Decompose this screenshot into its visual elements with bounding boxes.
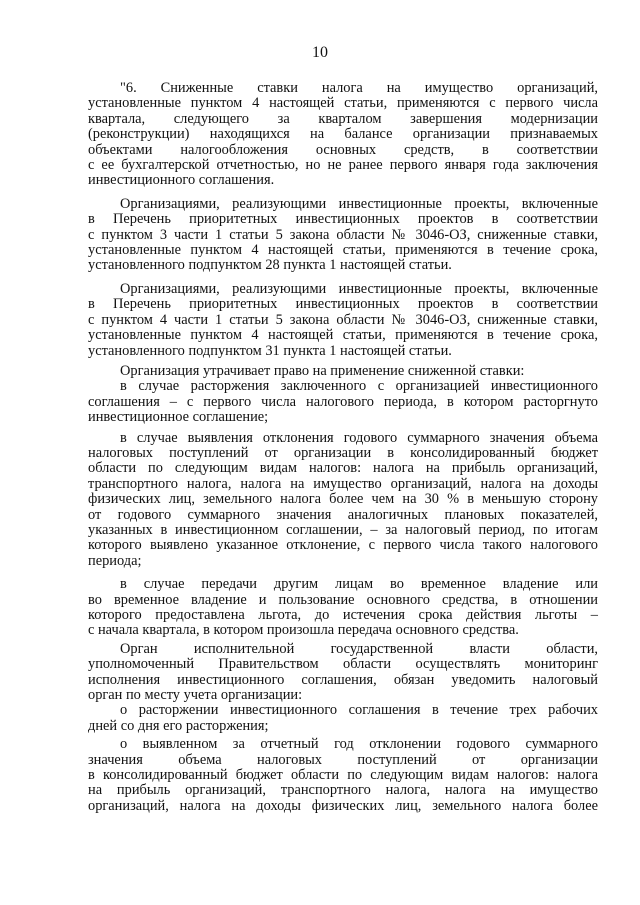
text-line: которого выявлено указанное отклонение, с первого числа такого налогового [88,537,598,554]
paragraph-loss-of-right [88,364,598,379]
text-line: с пунктом 4 части 1 статьи 5 закона области № 3046-ОЗ, сниженные ставки, [88,311,598,328]
text-line: в случае расторжения заключенного с организацией инвестиционного [120,378,598,395]
document-body [88,81,598,814]
text-line: с пунктом 3 части 1 статьи 5 закона области № 3046-ОЗ, сниженные ставки, [88,226,598,243]
text-line: периода; [88,552,142,569]
text-line: в Перечень приоритетных инвестиционных проектов в соответствии [88,296,598,313]
text-line: в случае передачи другим лицам во временное владение или [120,576,598,593]
text-line: в Перечень приоритетных инвестиционных проектов в соответствии [88,211,598,228]
text-line: дней со дня его расторжения; [88,717,269,734]
text-line: исполнения инвестиционного соглашения, обязан уведомить налоговый [88,671,598,688]
page-number: 10 [312,44,328,61]
text-line: с начала квартала, в котором произошла передача основного средства. [88,622,519,639]
text-line: налоговых поступлений от организации в консолидированный бюджет [88,444,598,461]
text-line: от годового суммарного значения аналогичных плановых показателей, [88,506,598,523]
text-line: в случае выявления отклонения годового суммарного значения объема [120,429,598,446]
text-line: области по следующим видам налогов: налога на прибыль организаций, [88,460,598,477]
paragraph-reduced-rates-clause-6 [88,81,598,189]
text-line: установленные пунктом 4 настоящей статьи, применяются с первого числа [88,95,598,112]
text-line: которого предоставлена льгота, до истечения срока действия льготы – [88,607,598,623]
text-line: Организациями, реализующими инвестиционные проекты, включенные [120,195,598,212]
text-line: (реконструкции) находящихся на балансе организации признаваемых [88,126,598,143]
text-line: уполномоченный Правительством области осуществлять мониторинг [88,656,598,673]
text-line: орган по месту учета организации: [88,687,303,704]
paragraph-notice-deviation [88,737,598,814]
text-line: объектами налогообложения основных средств, в соответствии [88,141,598,158]
text-line: организаций, налога на доходы физических лиц, земельного налога более [88,797,598,814]
paragraph-organizations-clause-4 [88,282,598,359]
text-line: "6. Сниженные ставки налога на имущество организаций, [120,80,598,96]
text-line: инвестиционное соглашение; [88,409,269,426]
text-line: соглашения – с первого числа налогового периода, в котором расторгнуто [88,393,598,410]
paragraph-notice-termination [88,703,598,734]
text-line: физических лиц, земельного налога более чем на 30 % в меньшую сторону [88,491,598,508]
text-line: установленного подпунктом 31 пункта 1 настоящей статьи. [88,342,452,359]
text-line: квартала, следующего за кварталом завершения модернизации [88,110,598,127]
text-line: указанных в инвестиционном соглашении, – за налоговый период, по итогам [88,521,598,538]
text-line: установленные пунктом 4 настоящей статьи, применяются в течение срока, [88,242,598,259]
text-line: Организациями, реализующими инвестиционные проекты, включенные [120,280,598,297]
text-line: Орган исполнительной государственной власти области, [120,640,598,657]
paragraph-termination-case [88,379,598,425]
text-line: значения объема налоговых поступлений от организации [88,751,598,768]
text-line: транспортного налога, налога на имущество организаций, налога на доходы [88,475,598,492]
text-line: о расторжении инвестиционного соглашения в течение трех рабочих [120,702,598,719]
text-line: Организация утрачивает право на применение сниженной ставки: [120,362,525,379]
text-line: с ее бухгалтерской отчетностью, но не ранее первого января года заключения [88,157,598,174]
text-line: во временное владение и пользование основного средства, в отношении [88,591,598,608]
text-line: в консолидированный бюджет области по следующим видам налогов: налога [88,767,598,784]
paragraph-deviation-case [88,431,598,570]
text-line: на прибыль организаций, транспортного налога, налога на имущество [88,782,598,799]
text-line: установленного подпунктом 28 пункта 1 настоящей статьи. [88,257,452,274]
text-line: установленные пунктом 4 настоящей статьи, применяются в течение срока, [88,327,598,344]
paragraph-executive-authority [88,642,598,704]
text-line: о выявленном за отчетный год отклонении годового суммарного [120,736,598,753]
paragraph-transfer-case [88,577,598,639]
paragraph-organizations-clause-3 [88,197,598,274]
text-line: инвестиционного соглашения. [88,172,275,189]
